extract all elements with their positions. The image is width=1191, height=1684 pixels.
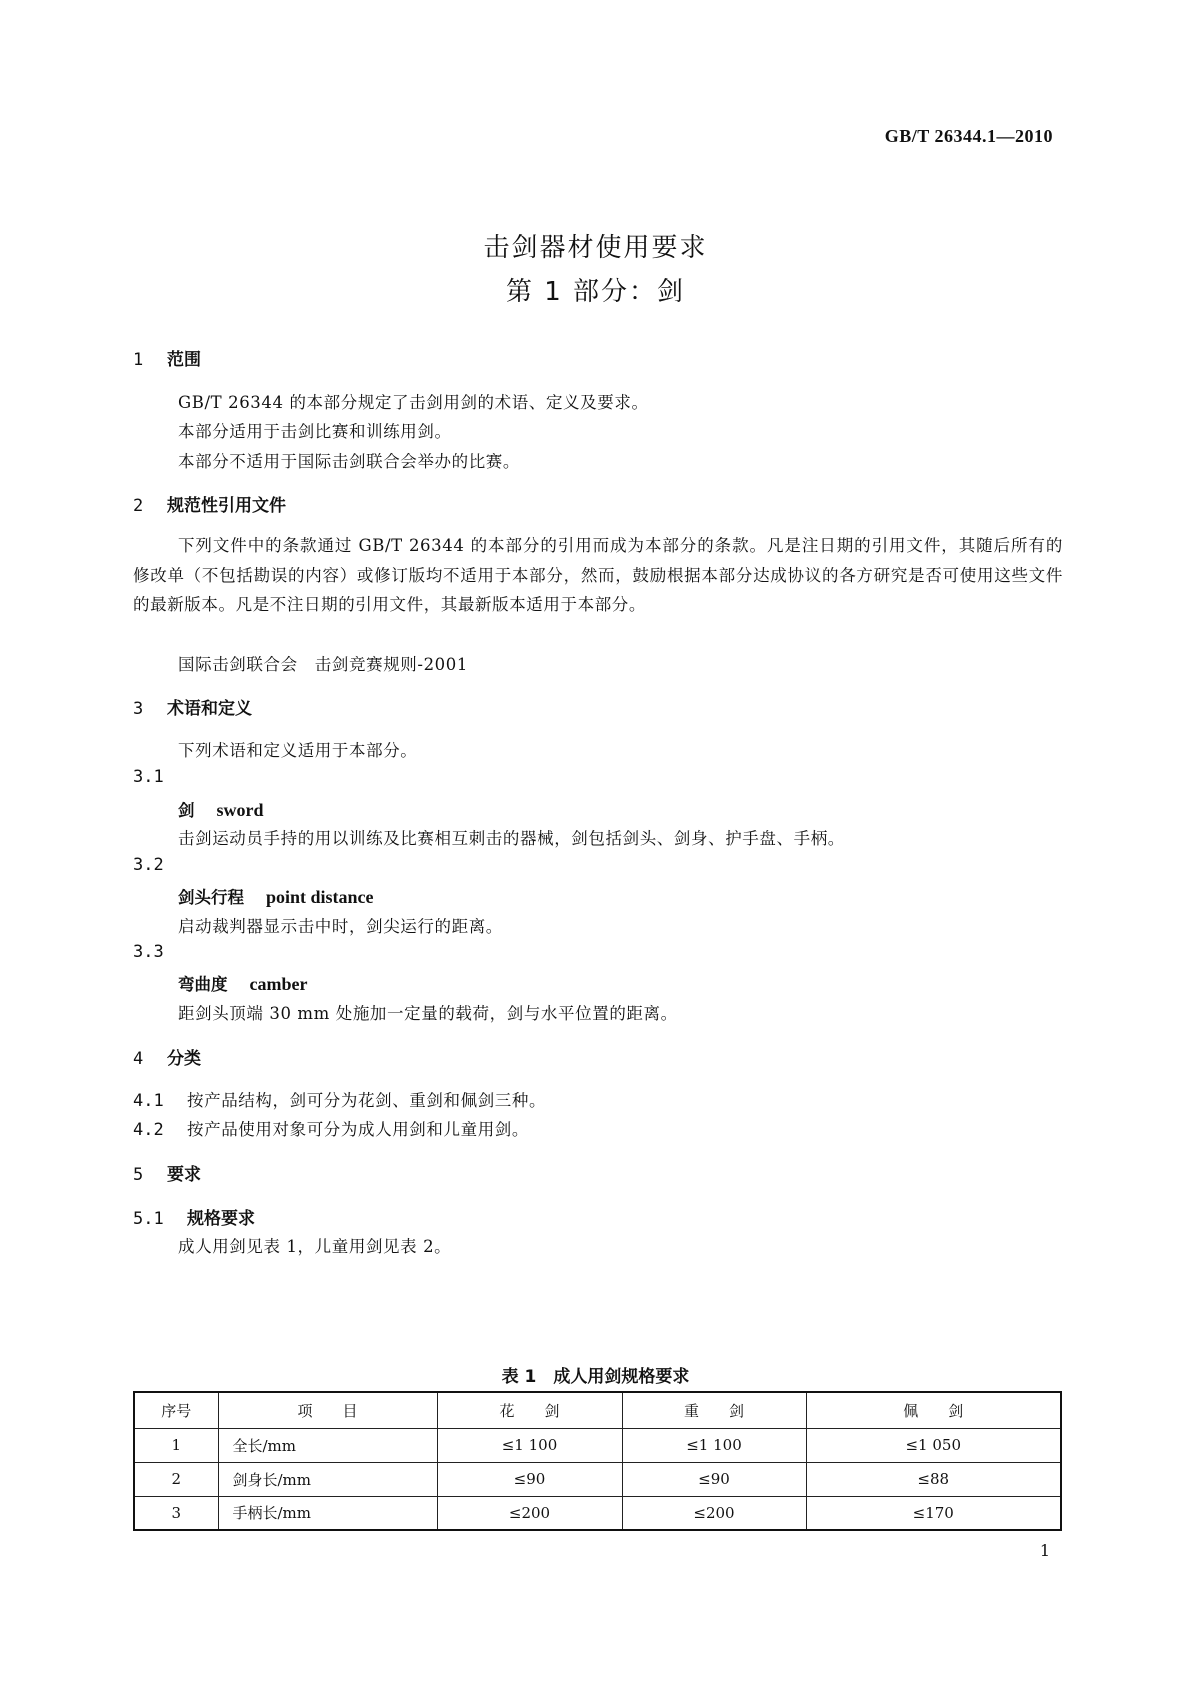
term-number: 3.1 [133,767,164,787]
table-cell: ≤200 [437,1496,622,1530]
spec-table [133,1391,1062,1531]
term-definition: 距剑头顶端 30 mm 处施加一定量的载荷，剑与水平位置的距离。 [178,1004,678,1023]
page-number: 1 [1039,1541,1050,1560]
term-en: sword [216,800,264,820]
section-2-heading [133,491,286,516]
table-cell: 3 [134,1496,218,1530]
section-5-heading [133,1160,201,1185]
paragraph: 成人用剑见表 1，儿童用剑见表 2。 [178,1237,452,1256]
table-cell: 1 [134,1428,218,1462]
section-title: 范围 [167,350,201,370]
term-definition: 击剑运动员手持的用以训练及比赛相互刺击的器械，剑包括剑头、剑身、护手盘、手柄。 [178,829,845,848]
term-heading [178,971,307,995]
standard-code: GB/T 26344.1—2010 [884,126,1053,146]
section-4-heading [133,1044,201,1069]
document-subtitle: 第 1 部分：剑 [505,277,686,307]
table-cell: 2 [134,1462,218,1496]
reference-item: 国际击剑联合会 击剑竞赛规则-2001 [178,655,468,674]
paragraph: GB/T 26344 的本部分规定了击剑用剑的术语、定义及要求。 [178,393,649,412]
column-header: 花 剑 [437,1392,622,1428]
term-zh: 剑 [178,801,195,820]
clause-text: 按产品结构，剑可分为花剑、重剑和佩剑三种。 [187,1091,547,1110]
table-caption: 表 1 成人用剑规格要求 [501,1367,690,1387]
section-title: 术语和定义 [167,699,252,719]
table-cell: 全长/mm [218,1428,437,1462]
term-zh: 剑头行程 [178,888,244,907]
term-heading [178,884,374,908]
section-title: 规范性引用文件 [167,496,286,516]
column-header: 序号 [134,1392,218,1428]
table-cell: ≤90 [437,1462,622,1496]
clause-4-1 [133,1087,546,1111]
section-1-heading [133,345,201,370]
section-number: 3 [133,699,144,719]
clause-5-1-heading [133,1204,255,1229]
clause-title: 规格要求 [187,1209,255,1229]
column-header: 项 目 [218,1392,437,1428]
table-cell: 剑身长/mm [218,1462,437,1496]
section-number: 4 [133,1049,144,1069]
table-row [134,1462,1061,1496]
term-number: 3.3 [133,942,164,962]
clause-4-2 [133,1116,529,1140]
term-en: camber [249,974,308,994]
clause-text: 按产品使用对象可分为成人用剑和儿童用剑。 [187,1120,529,1139]
table-cell: ≤88 [806,1462,1061,1496]
section-title: 要求 [167,1165,201,1185]
clause-number: 4.1 [133,1091,164,1111]
section-number: 1 [133,350,144,370]
table-row [134,1428,1061,1462]
term-definition: 启动裁判器显示击中时，剑尖运行的距离。 [178,917,503,936]
term-zh: 弯曲度 [178,975,228,994]
section-number: 2 [133,496,144,516]
section-title: 分类 [167,1049,201,1069]
table-cell: 手柄长/mm [218,1496,437,1530]
paragraph: 本部分适用于击剑比赛和训练用剑。 [178,422,452,441]
table-cell: ≤1 100 [622,1428,806,1462]
paragraph: 下列文件中的条款通过 GB/T 26344 的本部分的引用而成为本部分的条款。凡是注日期的引用文件，其随后所有的修改单（不包括勘误的内容）或修订版均不适用于本部分，然而，鼓励根据本部分达成协议的各方研究是否可使用这些文件的最新版本。凡是不注日期的引用文件，其最新版本适用于本部分。 [133,536,1063,614]
table-cell: ≤200 [622,1496,806,1530]
document-title: 击剑器材使用要求 [483,233,708,263]
table-header-row [134,1392,1061,1428]
table-cell: ≤1 100 [437,1428,622,1462]
column-header: 佩 剑 [806,1392,1061,1428]
column-header: 重 剑 [622,1392,806,1428]
table-row [134,1496,1061,1530]
term-en: point distance [266,887,374,907]
paragraph: 下列术语和定义适用于本部分。 [178,741,418,760]
clause-number: 5.1 [133,1209,164,1229]
table-cell: ≤1 050 [806,1428,1061,1462]
clause-number: 4.2 [133,1120,164,1140]
term-heading [178,797,264,821]
table-cell: ≤90 [622,1462,806,1496]
section-number: 5 [133,1165,144,1185]
paragraph: 本部分不适用于国际击剑联合会举办的比赛。 [178,452,520,471]
term-number: 3.2 [133,855,164,875]
table-cell: ≤170 [806,1496,1061,1530]
section-3-heading [133,694,252,719]
